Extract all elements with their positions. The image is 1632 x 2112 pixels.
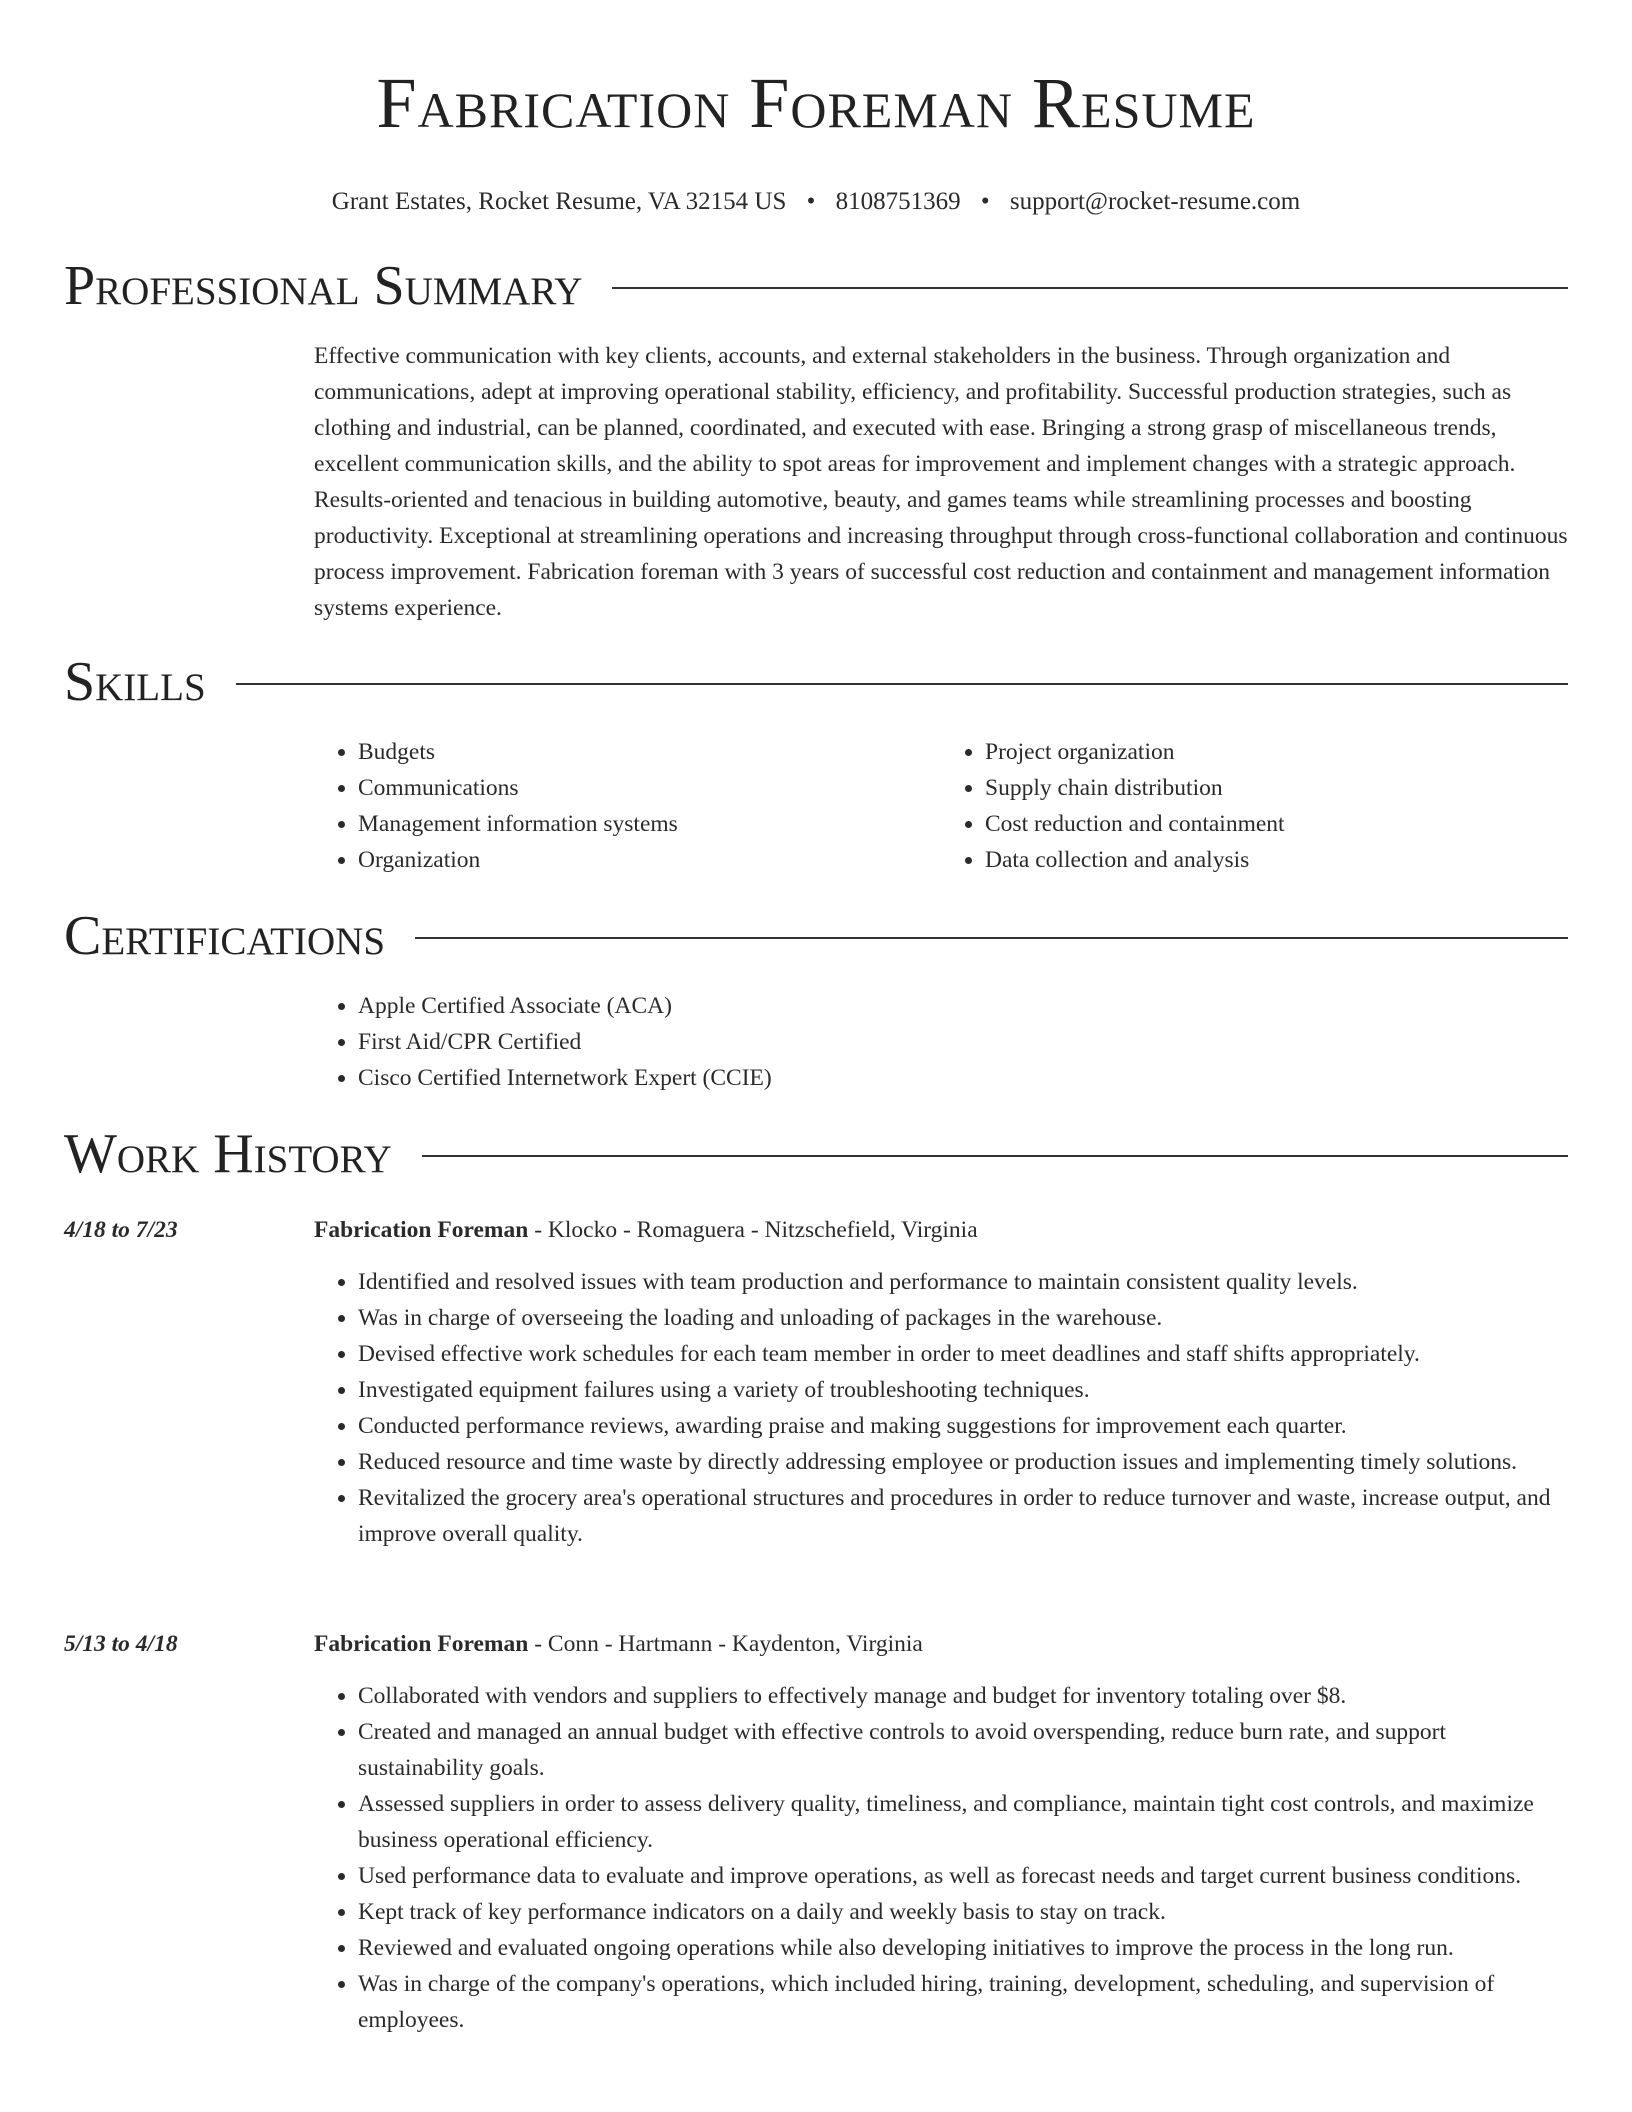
contact-separator: • xyxy=(980,188,990,215)
duty-item: • Used performance data to evaluate and improve operations, as well as forecast needs and target current business conditions. xyxy=(358,1858,1568,1894)
skills-heading: Skills xyxy=(64,651,206,713)
contact-address: Grant Estates, Rocket Resume, VA 32154 US xyxy=(331,188,787,215)
certification-item: • Cisco Certified Internetwork Expert (CCIE) xyxy=(358,1060,1568,1096)
work-history-heading: Work History xyxy=(64,1123,392,1185)
skill-item: • Supply chain distribution xyxy=(985,770,1568,806)
certifications-list xyxy=(314,988,1568,1096)
skill-item: • Budgets xyxy=(358,734,941,770)
job-company: - Conn - Hartmann - Kaydenton, Virginia xyxy=(528,1631,923,1657)
skills-column-left xyxy=(314,734,941,878)
skill-item: • Communications xyxy=(358,770,941,806)
skills-section-header xyxy=(64,652,1568,712)
duty-item: • Investigated equipment failures using a variety of troubleshooting techniques. xyxy=(358,1372,1568,1408)
duty-item: • Devised effective work schedules for each team member in order to meet deadlines and staff shifts appropriately. xyxy=(358,1336,1568,1372)
duty-item: • Identified and resolved issues with team production and performance to maintain consistent quality levels. xyxy=(358,1264,1568,1300)
job-entry xyxy=(64,1626,1568,2038)
skill-item: • Project organization xyxy=(985,734,1568,770)
contact-phone: 8108751369 xyxy=(835,188,961,215)
skill-item: • Cost reduction and containment xyxy=(985,806,1568,842)
duty-item: • Was in charge of the company's operations, which included hiring, training, development, scheduling, and supervision of employees. xyxy=(358,1966,1568,2038)
certifications-section-header xyxy=(64,906,1568,966)
work-history-section-header xyxy=(64,1124,1568,1184)
duty-item: • Revitalized the grocery area's operational structures and procedures in order to reduce turnover and waste, increase output, and improve overall quality. xyxy=(358,1480,1568,1552)
skills-column-right xyxy=(941,734,1568,878)
job-header xyxy=(314,1626,1568,1662)
duty-item: • Conducted performance reviews, awarding praise and making suggestions for improvement each quarter. xyxy=(358,1408,1568,1444)
job-company: - Klocko - Romaguera - Nitzschefield, Virginia xyxy=(528,1217,978,1243)
certification-item: • First Aid/CPR Certified xyxy=(358,1024,1568,1060)
duty-item: • Kept track of key performance indicators on a daily and weekly basis to stay on track. xyxy=(358,1894,1568,1930)
duty-item: • Reduced resource and time waste by directly addressing employee or production issues and implementing timely solutions. xyxy=(358,1444,1568,1480)
job-title: Fabrication Foreman xyxy=(314,1631,529,1657)
resume-title: Fabrication Foreman Resume xyxy=(376,63,1256,143)
duty-item: • Collaborated with vendors and suppliers to effectively manage and budget for inventory totaling over $8. xyxy=(358,1678,1568,1714)
section-divider xyxy=(612,287,1568,289)
job-header xyxy=(314,1212,1568,1248)
job-title: Fabrication Foreman xyxy=(314,1217,529,1243)
summary-section-header xyxy=(64,256,1568,316)
summary-heading: Professional Summary xyxy=(64,255,583,317)
skill-item: • Data collection and analysis xyxy=(985,842,1568,878)
job-dates: 4/18 to 7/23 xyxy=(64,1217,178,1243)
job-duties xyxy=(314,1678,1568,2038)
contact-email: support@rocket-resume.com xyxy=(1009,188,1301,215)
section-divider xyxy=(422,1155,1568,1157)
summary-text: Effective communication with key clients, accounts, and external stakeholders in the business. Through organization and communications, adept at improving operational stability, efficiency, and profitability. Successful production strategies, such as clothing and industrial, can be planned, coordinated, and executed with ease. Bringing a strong grasp of miscellaneous trends, excellent communication skills, and the ability to spot areas for improvement and implement changes with a strategic approach. Results-oriented and tenacious in building automotive, beauty, and games teams while streamlining processes and boosting productivity. Exceptional at streamlining operations and increasing throughput through cross-functional collaboration and continuous process improvement. Fabrication foreman with 3 years of successful cost reduction and containment and management information systems experience. xyxy=(314,343,1568,621)
duty-item: • Assessed suppliers in order to assess delivery quality, timeliness, and compliance, maintain tight cost controls, and maximize business operational efficiency. xyxy=(358,1786,1568,1858)
job-duties xyxy=(314,1264,1568,1552)
section-divider xyxy=(236,683,1568,685)
certifications-heading: Certifications xyxy=(64,905,386,967)
job-dates: 5/13 to 4/18 xyxy=(64,1631,178,1657)
section-divider xyxy=(415,937,1568,939)
duty-item: • Was in charge of overseeing the loading and unloading of packages in the warehouse. xyxy=(358,1300,1568,1336)
skill-item: • Organization xyxy=(358,842,941,878)
skills-list xyxy=(314,734,1568,878)
job-entry xyxy=(64,1212,1568,1552)
contact-line xyxy=(0,186,1632,218)
duty-item: • Created and managed an annual budget with effective controls to avoid overspending, reduce burn rate, and support sustainability goals. xyxy=(358,1714,1568,1786)
contact-separator: • xyxy=(806,188,816,215)
skill-item: • Management information systems xyxy=(358,806,941,842)
duty-item: • Reviewed and evaluated ongoing operations while also developing initiatives to improve the process in the long run. xyxy=(358,1930,1568,1966)
certification-item: • Apple Certified Associate (ACA) xyxy=(358,988,1568,1024)
